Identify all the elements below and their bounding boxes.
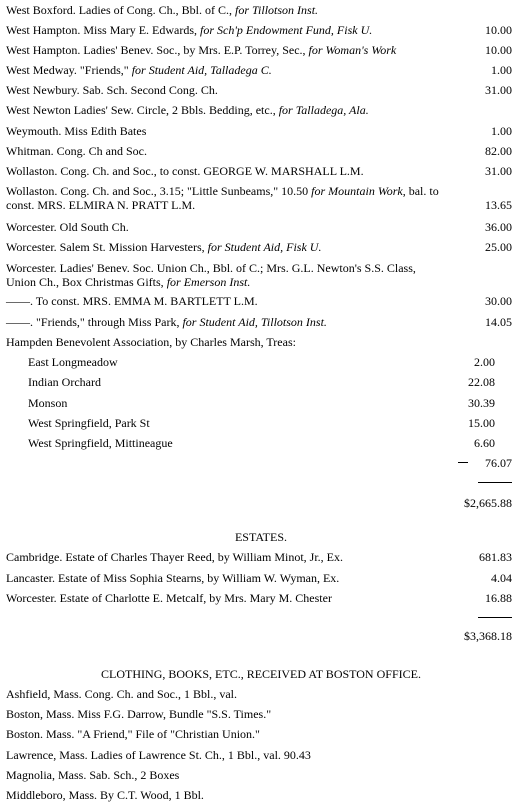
entry-text: Worcester. Ladies' Benev. Soc. Union Ch., Bbl. of C.; Mrs. G.L. Newton's S.S. Class, [6,261,416,275]
entry-amount: 10.00 [485,43,512,57]
sum-rule [478,617,512,618]
entry-amount: 82.00 [485,144,512,158]
subtotal-amount: $2,665.88 [464,496,512,510]
entry-purpose: for Emerson Inst. [166,275,251,289]
hampden-total: 76.07 [485,456,512,470]
estates-heading: ESTATES. [234,530,288,544]
entry-text: West Medway. "Friends," [6,63,132,77]
entry-row [6,261,512,291]
entry-amount: 13.65 [485,198,512,212]
entry-text-line2: Union Ch., Box Christmas Gifts, [6,275,167,289]
hampden-item-amount: 6.60 [474,436,495,450]
entry-text: Weymouth. Miss Edith Bates [6,124,147,138]
entry-purpose: for Mountain Work [311,184,403,198]
entry-text: Wollaston. Cong. Ch. and Soc., 3.15; "Little Sunbeams," 10.50 [6,184,312,198]
entry-purpose: for Talladega, Ala. [278,103,369,117]
entry-text: Worcester. Salem St. Mission Harvesters, [6,240,208,254]
entry-text: ——. "Friends," through Miss Park, [6,315,183,329]
estates-total: $3,368.18 [464,629,512,643]
sum-rule [478,482,512,483]
entry-text-end: , bal. to [402,184,439,198]
estate-text: Worcester. Estate of Charlotte E. Metcalf, by Mrs. Mary M. Chester [6,591,332,605]
entry-text: West Hampton. Miss Mary E. Edwards, [6,23,201,37]
entry-text: West Boxford. Ladies of Cong. Ch., Bbl. of C., [6,3,236,17]
entry-amount: 36.00 [485,220,512,234]
hampden-item-name: Monson [28,396,68,410]
hampden-item [28,375,512,389]
estate-amount: 4.04 [491,571,512,585]
entry-amount: 1.00 [491,63,512,77]
hampden-item-name: Indian Orchard [28,375,101,389]
entry-amount: 14.05 [485,315,512,329]
estate-amount: 681.83 [479,550,512,564]
entry-text: ——. To const. MRS. EMMA M. BARTLETT L.M. [6,294,258,308]
entry-amount: 30.00 [485,294,512,308]
entry-amount: 1.00 [491,124,512,138]
hampden-item [28,396,512,410]
hampden-item-name: West Springfield, Mittineague [28,436,173,450]
entry-amount: 31.00 [485,164,512,178]
estate-amount: 16.88 [485,591,512,605]
entry-purpose: for Woman's Work [308,43,397,57]
ledger-page: West Boxford. Ladies of Cong. Ch., Bbl. of C., for Tillotson Inst. West Hampton. Miss Mary E. Edwards, for Sch'p Endowment Fund, Fisk U. 10.00 West Hampton. Ladies' Benev. Soc., by Mrs. E.P. Torrey, Sec., for Woman's Work 10.00 West Medway. "Friends," for Student Aid, Talladega C. 1.00 West Newbury. Sab. Sch. Second Cong. Ch. 31.00 West Newton Ladies' Sew. Circle, 2 Bbls. Bedding, etc., for Talladega, Ala. Weymouth. Miss Edith Bates 1.00 Whitman. Cong. Ch and Soc. 82.00 Wollaston. Cong. Ch. and Soc., to const. GEORGE W. MARSHALL L.M. 31.00 Wollaston. Cong. Ch. and Soc., 3.15; "Little Sunbeams," 10.50 for Mountain Work, bal. to const. MRS. ELMIRA N. PRATT L.M. 13.65 Worcester. Old South Ch. 36.00 Worcester. Salem St. Mission Harvesters, for Student Aid, Fisk U. 25.00 Worcester. Ladies' Benev. Soc. Union Ch., Bbl. of C.; Mrs. G.L. Newton's S.S. Class, Union Ch., Box Christmas Gifts, for Emerson Inst. ——. To const. MRS. EMMA M. BARTLETT L.M. 30.00 ——. "Friends," through Miss Park, for Student Aid, Tillotson Inst. 14.05 Hampden Benevolent Association, by Charles Marsh, Treas: East Longmeadow 2.00 Indian Orchard 22.08 Monson 30.39 West Springfield, Park St 15.00 West Springfield, Mittineague 6.60 76.07 $2,665.88 ESTATES. Cambridge. Estate of Charles Thayer Reed, by William Minot, Jr., Ex. 681.83 Lancaster. Estate of Miss Sophia Stearns, by William W. Wyman, Ex. 4.04 Worcester. Estate of Charlotte E. Metcalf, by Mrs. Mary M. Chester 16.88 $3,368.18 CLOTHING, BOOKS, ETC., RECEIVED AT BOSTON OFFICE. Ashfield, Mass. Cong. Ch. and Soc., 1 Bbl., val. Boston, Mass. Miss F.G. Darrow, Bundle "S.S. Times." Boston. Mass. "A Friend," File of "Christian Union." Lawrence, Mass. Ladies of Lawrence St. Ch., 1 Bbl., val. 90.43 Magnolia, Mass. Sab. Sch., 2 Boxes Middleboro, Mass. By C.T. Wood, 1 Bbl. [0,0,522,807]
entry-purpose: for Student Aid, Talladega C. [131,63,272,77]
hampden-item-amount: 30.39 [468,396,495,410]
estate-text: Cambridge. Estate of Charles Thayer Reed, by William Minot, Jr., Ex. [6,550,344,564]
hampden-item-amount: 15.00 [468,416,495,430]
hampden-item [28,355,512,369]
hampden-item-amount: 2.00 [474,355,495,369]
clothing-heading: CLOTHING, BOOKS, ETC., RECEIVED AT BOSTON OFFICE. [101,667,421,681]
entry-text: Worcester. Old South Ch. [6,220,129,234]
entry-purpose: for Student Aid, Fisk U. [207,240,322,254]
hampden-item [28,436,512,450]
entry-purpose: for Tillotson Inst. [235,3,319,17]
hampden-item-name: East Longmeadow [28,355,118,369]
hampden-item-name: West Springfield, Park St [28,416,150,430]
entry-amount: 10.00 [485,23,512,37]
entry-purpose: for Student Aid, Tillotson Inst. [182,315,327,329]
entry-text: West Hampton. Ladies' Benev. Soc., by Mrs. E.P. Torrey, Sec., [6,43,309,57]
entry-purpose: for Sch'p Endowment Fund, Fisk U. [200,23,373,37]
entry-text: Whitman. Cong. Ch and Soc. [6,144,147,158]
entry-amount: 31.00 [485,83,512,97]
entry-text: West Newton Ladies' Sew. Circle, 2 Bbls. Bedding, etc., [6,103,279,117]
entry-text: Wollaston. Cong. Ch. and Soc., to const. GEORGE W. MARSHALL L.M. [6,164,364,178]
entry-amount: 25.00 [485,240,512,254]
hampden-item [28,416,512,430]
estate-text: Lancaster. Estate of Miss Sophia Stearns, by William W. Wyman, Ex. [6,571,340,585]
entry-row [6,184,512,214]
entry-text-line2: const. MRS. ELMIRA N. PRATT L.M. [6,198,196,212]
entry-text: West Newbury. Sab. Sch. Second Cong. Ch. [6,83,218,97]
hampden-item-amount: 22.08 [468,375,495,389]
